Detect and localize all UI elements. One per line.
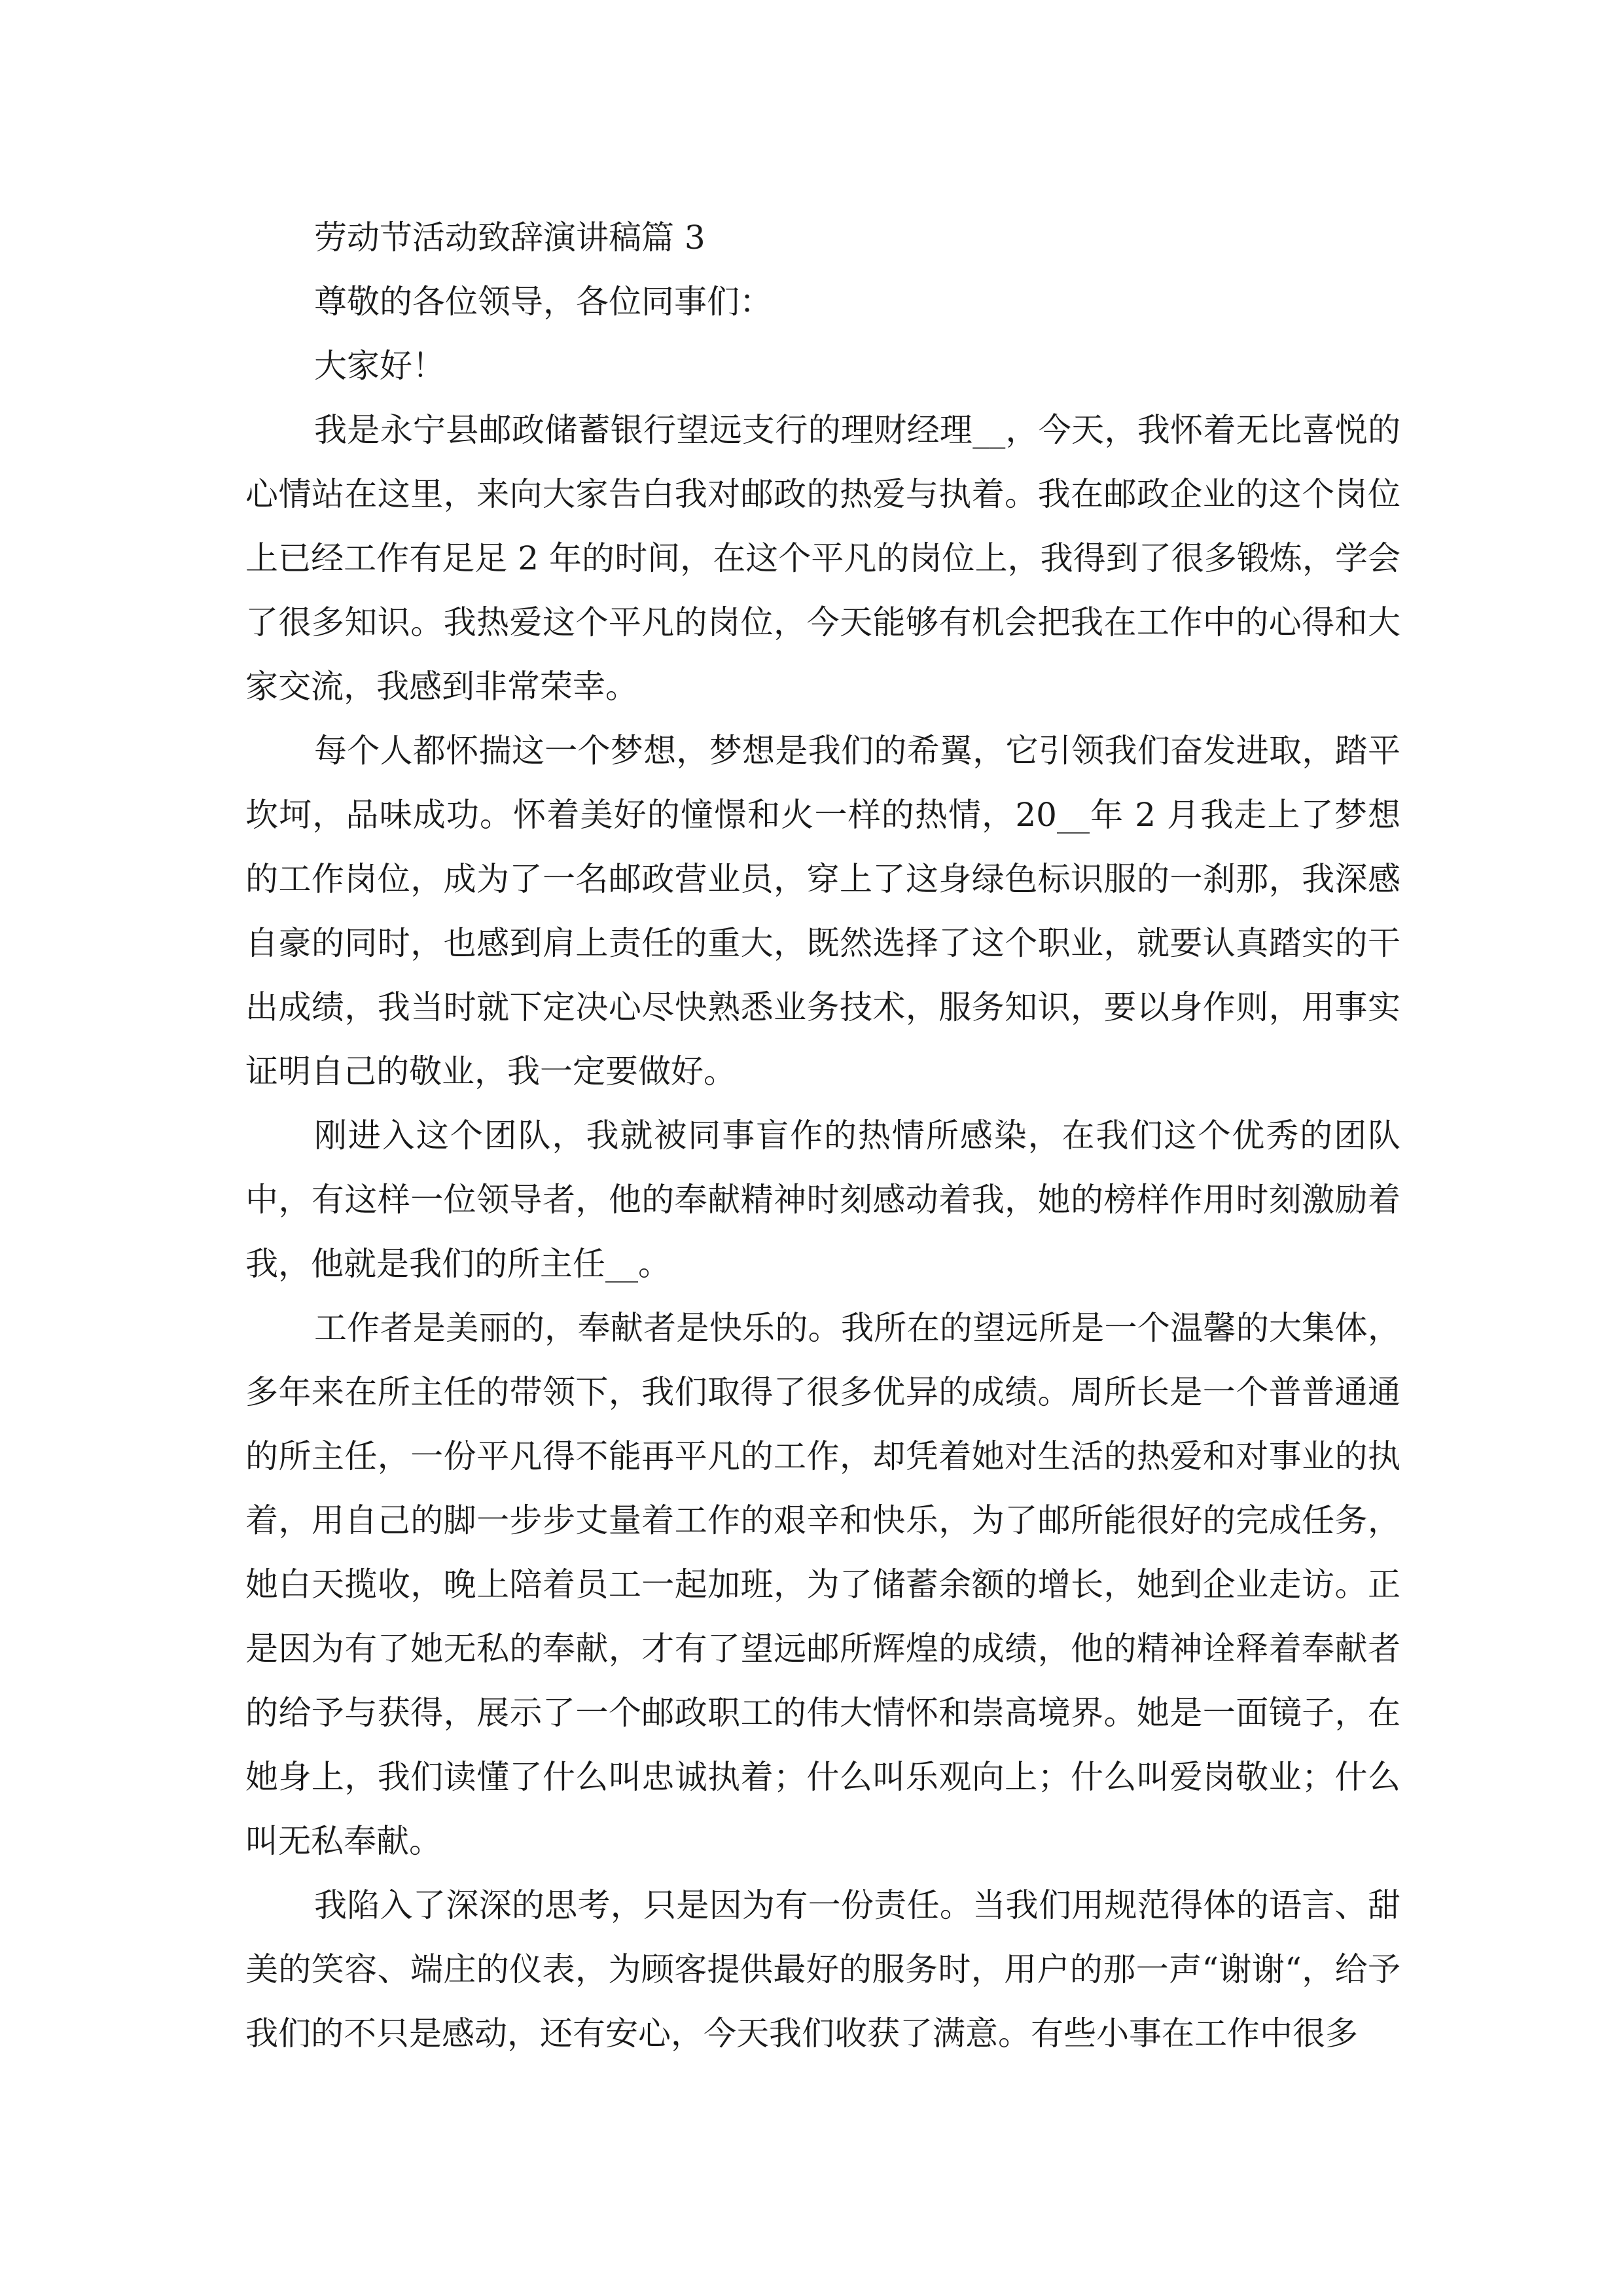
paragraph-2: 每个人都怀揣这一个梦想，梦想是我们的希翼，它引领我们奋发进取，踏平坎坷，品味成功。怀着美好的憧憬和火一样的热情，20__年 2 月我走上了梦想的工作岗位，成为了一名邮政营业员，穿上了这身绿色标识服的一刹那，我深感自豪的同时，也感到肩上责任的重大，既然选择了这个职业，就要认真踏实的干出成绩，我当时就下定决心尽快熟悉业务技术，服务知识，要以身作则，用事实证明自己的敬业，我一定要做好。 <box>245 732 1400 1090</box>
paragraph-3: 刚进入这个团队，我就被同事盲作的热情所感染，在我们这个优秀的团队中，有这样一位领导者，他的奉献精神时刻感动着我，她的榜样作用时刻激励着我，他就是我们的所主任__。 <box>245 1117 1400 1283</box>
document-body <box>245 206 1400 2066</box>
paragraph-5: 我陷入了深深的思考，只是因为有一份责任。当我们用规范得体的语言、甜美的笑容、端庄的仪表，为顾客提供最好的服务时，用户的那一声“谢谢“，给予我们的不只是感动，还有安心，今天我们收获了满意。有些小事在工作中很多 <box>245 1886 1400 2053</box>
paragraph-1: 我是永宁县邮政储蓄银行望远支行的理财经理__，今天，我怀着无比喜悦的心情站在这里，来向大家告白我对邮政的热爱与执着。我在邮政企业的这个岗位上已经工作有足足 2 年的时间，在这个平凡的岗位上，我得到了很多锻炼，学会了很多知识。我热爱这个平凡的岗位，今天能够有机会把我在工作中的心得和大家交流，我感到非常荣幸。 <box>245 411 1400 706</box>
salutation: 尊敬的各位领导，各位同事们： <box>314 283 772 321</box>
greeting: 大家好！ <box>314 347 445 385</box>
document-title: 劳动节活动致辞演讲稿篇 3 <box>314 219 705 257</box>
paragraph-4: 工作者是美丽的，奉献者是快乐的。我所在的望远所是一个温馨的大集体，多年来在所主任的带领下，我们取得了很多优异的成绩。周所长是一个普普通通的所主任，一份平凡得不能再平凡的工作，却凭着她对生活的热爱和对事业的执着，用自己的脚一步步丈量着工作的艰辛和快乐，为了邮所能很好的完成任务，她白天揽收，晚上陪着员工一起加班，为了储蓄余额的增长，她到企业走访。正是因为有了她无私的奉献，才有了望远邮所辉煌的成绩，他的精神诠释着奉献者的给予与获得，展示了一个邮政职工的伟大情怀和崇高境界。她是一面镜子，在她身上，我们读懂了什么叫忠诚执着；什么叫乐观向上；什么叫爱岗敬业；什么叫无私奉献。 <box>245 1309 1400 1860</box>
